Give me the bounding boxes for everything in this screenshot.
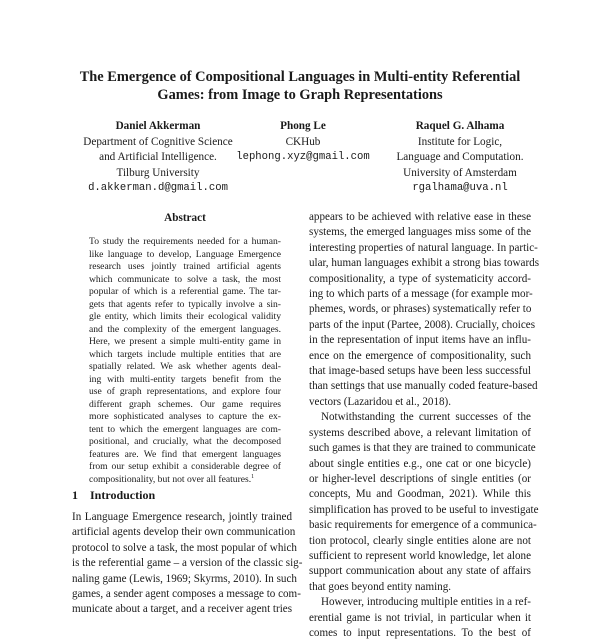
abstract-line: which communicate to solve a task, the most <box>89 273 281 285</box>
author-name: Phong Le <box>280 120 326 132</box>
body-line: or higher-level descriptions of single entities (or <box>309 472 531 485</box>
abstract-line: gle entity, which limits their ecological validity <box>89 311 281 322</box>
body-line: that goes beyond entity naming. <box>309 580 452 593</box>
body-line: such games is that they are trained to communicate <box>309 442 536 455</box>
body-line: naling game (Lewis, 1969; Skyrms, 2010). In such <box>72 572 297 585</box>
author-affiliation: and Artificial Intelligence. <box>99 151 217 163</box>
introduction-body <box>72 510 303 618</box>
body-line: phemes, words, or phrases) systematically refer to <box>309 303 532 316</box>
footnote-mark: 1 <box>251 473 255 480</box>
author-email: lephong.xyz@gmail.com <box>236 151 370 163</box>
body-line: In Language Emergence research, jointly trained <box>72 511 292 523</box>
abstract-line: tent to which the emergent languages are com- <box>89 423 281 435</box>
body-line: However, introducing multiple entities in a ref- <box>321 596 531 609</box>
abstract-body <box>89 236 281 486</box>
body-line: Notwithstanding the current successes of the <box>321 411 531 424</box>
body-line: artificial agents develop their own communication <box>72 526 296 539</box>
body-line: basic requirements for emergence of a communica- <box>309 519 537 532</box>
body-line: appears to be achieved with relative ease in these <box>309 211 531 223</box>
abstract-heading: Abstract <box>164 212 206 224</box>
abstract-line: features are. We find that emergent languages <box>89 448 281 460</box>
author-email: d.akkerman.d@gmail.com <box>88 182 228 194</box>
author-affiliation: Institute for Logic, <box>417 135 503 148</box>
right-column <box>309 210 540 641</box>
abstract-line: compositionality, but not over all features. <box>89 473 252 485</box>
abstract-line: which targets include multiple entities that are <box>89 348 281 360</box>
abstract-line: different graph schemes. Our game requires <box>89 398 281 410</box>
body-line: parts of the input (Partee, 2008). Crucially, choices <box>309 318 536 331</box>
abstract-line: from our setup exhibit a considerable degree of <box>89 461 281 472</box>
body-line: about single entities e.g., one cat or one bicycle) <box>309 457 531 470</box>
abstract-line: and the complexity of the emergent languages. <box>89 323 281 335</box>
body-line: ular, human languages exhibit a strong bias towards <box>309 257 540 270</box>
body-line: than settings that use manually coded feature-based <box>309 380 538 393</box>
author-name: Daniel Akkerman <box>115 120 201 132</box>
body-line: interesting properties of natural language. In partic- <box>309 241 538 254</box>
author-affiliation: Department of Cognitive Science <box>83 135 233 148</box>
author-affiliation: University of Amsterdam <box>403 166 517 179</box>
body-line: is the referential game – a version of the classic sig- <box>72 557 303 570</box>
abstract-line: positional, and crucially, what the decomposed <box>89 436 281 447</box>
author-block <box>223 119 383 166</box>
title-line: The Emergence of Compositional Languages in Multi-entity Referential <box>79 69 521 85</box>
abstract-line: popular of which is a referential game. The tar- <box>89 286 281 297</box>
body-line: compositionality, a type of systematicity accord- <box>309 272 531 285</box>
abstract-line: To study the requirements needed for a human- <box>89 236 281 247</box>
body-line: systems described above, a relevant limitation of <box>309 426 531 439</box>
author-affiliation: Language and Computation. <box>396 151 524 163</box>
body-line: vectors (Lazaridou et al., 2018). <box>309 395 452 408</box>
abstract-last-line <box>89 474 281 487</box>
abstract-line: use of graph representations, and explore four <box>89 386 281 397</box>
author-affiliation: CKHub <box>285 135 321 148</box>
body-line: concepts, Mu and Goodman, 2021). While this <box>309 488 531 501</box>
abstract-line: ing with multi-entity targets benefit from the <box>89 373 281 385</box>
section-number: 1 <box>72 488 78 502</box>
body-line: municate about a target, and a receiver agent tries <box>72 603 293 616</box>
body-line: ence on the emergence of compositionality, such <box>309 349 531 362</box>
body-line: games, a sender agent composes a message to com- <box>72 588 301 601</box>
abstract-line: research uses jointly trained artificial agents <box>89 261 281 272</box>
author-block <box>360 119 560 197</box>
body-line: support communication about any state of affairs <box>309 565 531 578</box>
abstract-line: more sophisticated analyses to capture the ex- <box>89 411 281 422</box>
body-line: in the representation of input items have an influ- <box>309 334 531 347</box>
abstract-line: like language to develop, Language Emergence <box>89 248 281 260</box>
body-line: erential game is not trivial, in particular when it <box>309 611 531 624</box>
author-affiliation: Tilburg University <box>116 166 200 179</box>
body-line: simplification has proved to be useful to investigate <box>309 503 539 516</box>
author-email: rgalhama@uva.nl <box>412 182 508 194</box>
abstract-line: Here, we present a simple multi-entity game in <box>89 336 281 347</box>
section-title: Introduction <box>90 488 156 502</box>
title-line: Games: from Image to Graph Representations <box>157 87 443 103</box>
body-line: systems, the emerged languages miss some of the <box>309 226 531 239</box>
body-line: that image-based setups have been less successful <box>309 365 531 378</box>
body-line: sufficient to represent world knowledge, let alone <box>309 549 531 562</box>
body-line: tion protocol, clearly single entities alone are not <box>309 534 531 547</box>
section-heading <box>72 488 155 503</box>
abstract-line: gets that agents refer to typically involve a sin- <box>89 298 281 310</box>
abstract-line: spatially related. We ask whether agents deal- <box>89 361 281 372</box>
author-name: Raquel G. Alhama <box>415 120 505 132</box>
paper-title <box>60 68 540 104</box>
body-line: protocol to solve a task, the most popular of which <box>72 541 297 554</box>
body-line: comes to input representations. To the best of <box>309 626 531 639</box>
body-line: ing to which parts of a message (for example mor- <box>309 288 533 301</box>
